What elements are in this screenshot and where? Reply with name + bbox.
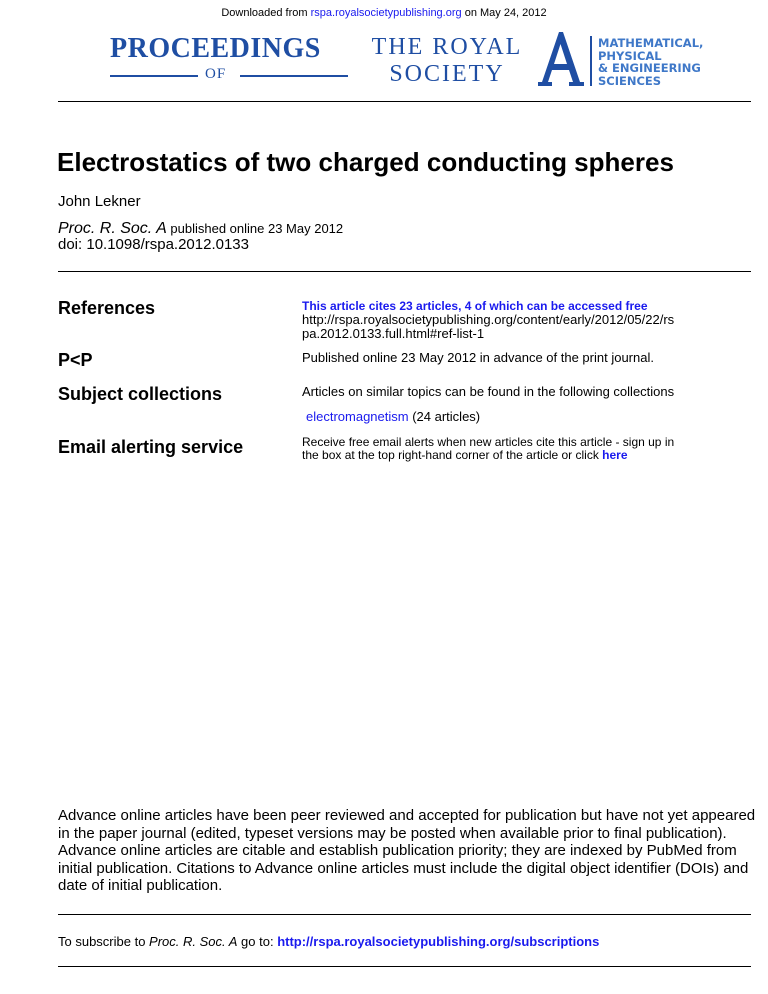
of-text: OF [205, 66, 227, 82]
journal-name: Proc. R. Soc. A [58, 220, 167, 237]
proceedings-wordmark [110, 34, 350, 84]
subscribe-middle: go to: [237, 934, 278, 949]
download-notice [0, 7, 768, 19]
pp-label: P<P [58, 350, 93, 370]
subscribe-journal: Proc. R. Soc. A [149, 934, 238, 949]
subscribe-line [58, 934, 599, 949]
references-label: References [58, 298, 156, 318]
collection-link-electromagnetism[interactable]: electromagnetism [306, 409, 409, 424]
divider-mid [58, 271, 751, 272]
series-a-logo-icon [538, 30, 584, 88]
published-date: published online 23 May 2012 [166, 221, 344, 236]
download-site-link[interactable]: rspa.royalsocietypublishing.org [310, 7, 462, 19]
article-doi: doi: 10.1098/rspa.2012.0133 [58, 236, 249, 253]
proceedings-text: PROCEEDINGS [110, 33, 321, 64]
of-rule-right [240, 75, 348, 77]
society-text: SOCIETY [389, 61, 505, 87]
divider-top [58, 101, 751, 102]
subscribe-prefix: To subscribe to [58, 934, 150, 949]
email-alert-here-link[interactable]: here [602, 448, 628, 462]
section-line: & ENGINEERING [598, 61, 701, 75]
subscribe-link[interactable]: http://rspa.royalsocietypublishing.org/subscriptions [277, 934, 600, 949]
divider-bottom [58, 966, 751, 967]
article-author: John Lekner [58, 193, 141, 210]
section-line: SCIENCES [598, 73, 662, 88]
email-alert-line1: Receive free email alerts when new articles cite this article - sign up in [302, 435, 675, 449]
advance-online-note: Advance online articles have been peer reviewed and accepted for publication but have not yet appeared in the paper journal (edited, typeset versions may be posted when available prior to final publication). Advance online articles are citable and establish publication priority; they are indexed by PubMed from initial publication. Citations to Advance online articles must include the digital object identifier (DOIs) and date of initial publication. [58, 807, 756, 894]
subject-collections-text: Articles on similar topics can be found in the following collections [302, 384, 675, 399]
references-link[interactable]: This article cites 23 articles, 4 of which can be accessed free [302, 299, 648, 313]
references-info [302, 299, 752, 341]
section-line: MATHEMATICAL, [598, 36, 704, 50]
divider-lower [58, 914, 751, 915]
collection-count: (24 articles) [408, 409, 481, 424]
email-alerting-text [302, 436, 752, 462]
references-url-line1[interactable]: http://rspa.royalsocietypublishing.org/content/early/2012/05/22/rs [302, 312, 675, 327]
of-rule-left [110, 75, 198, 77]
email-alerting-label: Email alerting service [58, 437, 244, 457]
pp-text: Published online 23 May 2012 in advance of the print journal. [302, 350, 654, 365]
journal-masthead [110, 34, 710, 94]
of-line [110, 66, 350, 84]
masthead-divider [590, 36, 592, 86]
article-title: Electrostatics of two charged conducting spheres [57, 147, 674, 177]
download-prefix: Downloaded from [221, 7, 311, 19]
collection-item [306, 410, 756, 424]
royal-society-wordmark [362, 34, 532, 88]
series-sections [598, 37, 703, 87]
download-suffix: on May 24, 2012 [461, 7, 547, 19]
subject-collections-label: Subject collections [58, 384, 223, 404]
references-url-line2[interactable]: pa.2012.0133.full.html#ref-list-1 [302, 326, 485, 341]
email-alert-line2: the box at the top right-hand corner of the article or click [302, 448, 603, 462]
section-line: PHYSICAL [598, 48, 662, 63]
the-royal-text: THE ROYAL [371, 34, 523, 60]
